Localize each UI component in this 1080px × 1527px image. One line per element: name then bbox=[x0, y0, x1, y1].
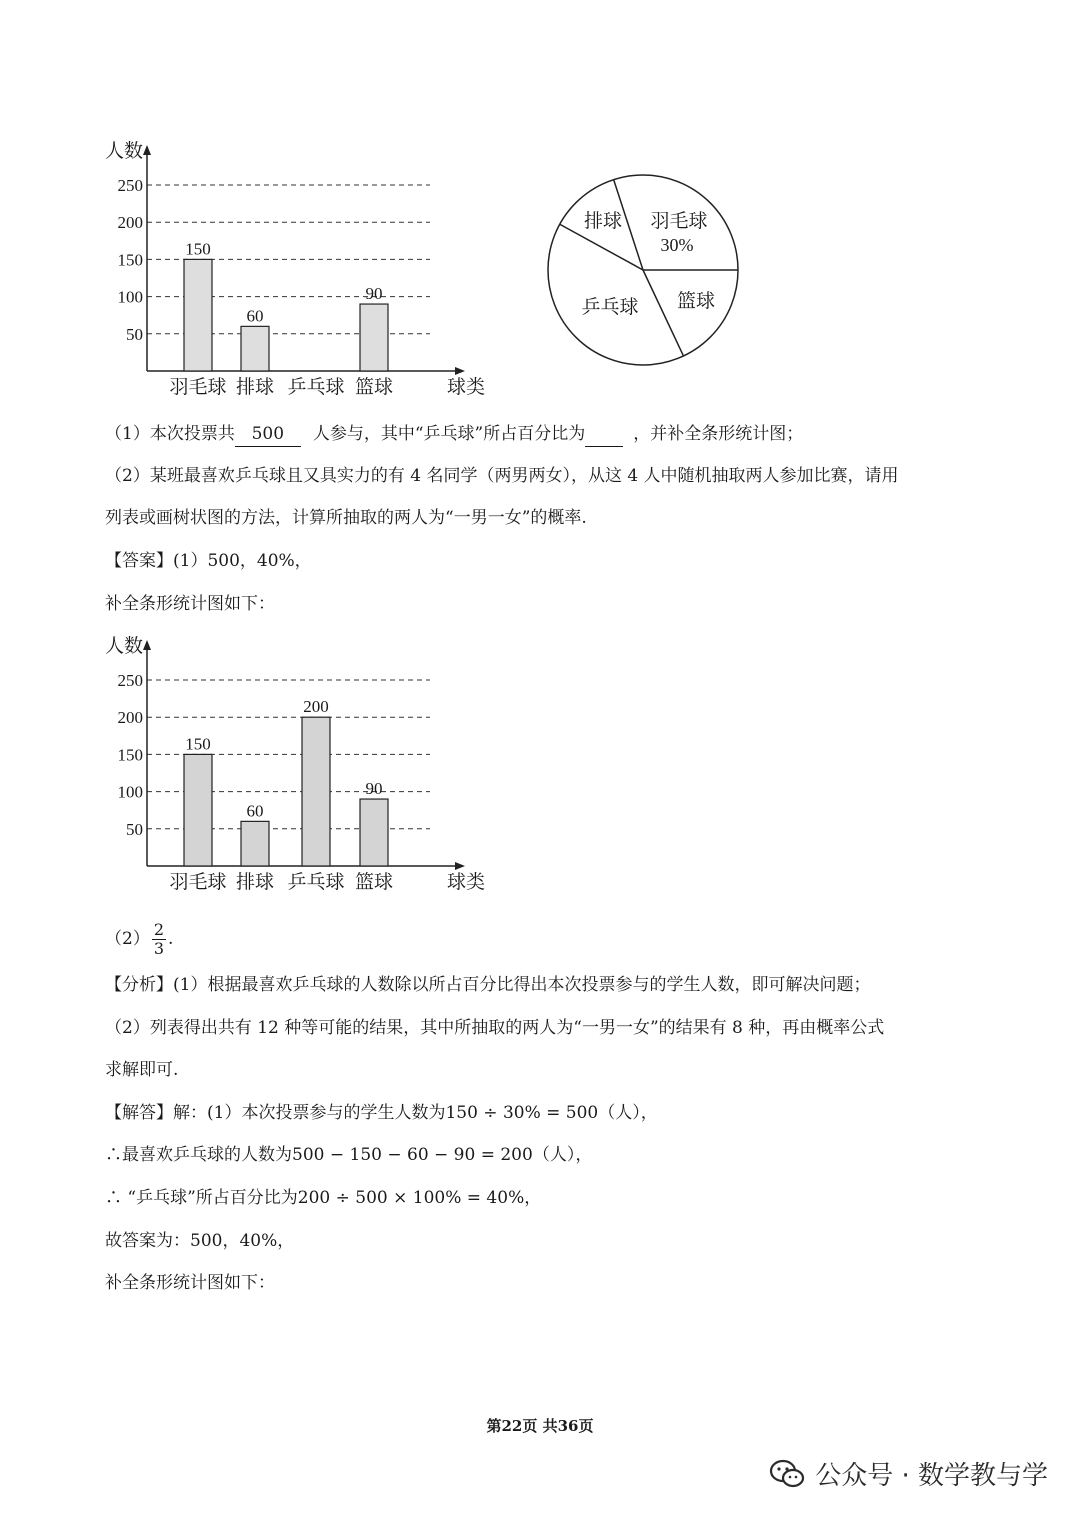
bar bbox=[241, 326, 269, 371]
question-1 bbox=[105, 422, 803, 447]
solution-4: 故答案为：500，40%， bbox=[105, 1231, 295, 1251]
bar-value-label: 60 bbox=[246, 306, 264, 326]
answer-2-prefix: （2） bbox=[105, 929, 150, 949]
question-2-line-2: 列表或画树状图的方法，计算所抽取的两人为“一男一女”的概率. bbox=[105, 508, 587, 528]
bar bbox=[184, 754, 212, 866]
y-tick-label: 250 bbox=[117, 671, 143, 690]
x-tick-label: 篮球 bbox=[354, 872, 394, 893]
bar bbox=[360, 799, 388, 866]
pie-chart bbox=[540, 170, 750, 380]
q1-text-a: （1）本次投票共 bbox=[105, 424, 235, 444]
x-axis-arrow bbox=[455, 862, 465, 870]
page-number: 第22页 共36页 bbox=[486, 1417, 594, 1435]
watermark-text: 公众号 · 数学教与学 bbox=[815, 1461, 1048, 1491]
bar bbox=[184, 259, 212, 371]
q1-blank-total: 500 bbox=[235, 422, 301, 447]
answer-bar-chart-svg bbox=[95, 630, 495, 900]
top-bar-chart-svg bbox=[95, 135, 495, 405]
answer-2 bbox=[105, 917, 173, 961]
y-tick-label: 50 bbox=[126, 324, 143, 344]
y-tick-label: 150 bbox=[117, 745, 143, 765]
x-axis-arrow bbox=[455, 367, 465, 375]
y-tick-label: 50 bbox=[126, 819, 143, 839]
x-tick-label: 篮球 bbox=[354, 377, 394, 398]
y-tick-label: 150 bbox=[117, 250, 143, 270]
y-tick-label: 200 bbox=[117, 213, 143, 233]
fraction-numerator: 2 bbox=[153, 920, 165, 939]
solution-2: ∴最喜欢乒乓球的人数为500 − 150 − 60 − 90 = 200（人）， bbox=[105, 1145, 593, 1165]
x-tick-label: 羽毛球 bbox=[169, 872, 227, 893]
x-tick-label: 乒乓球 bbox=[287, 377, 345, 398]
x-tick-label: 羽毛球 bbox=[169, 377, 227, 398]
pie-percent-badminton: 30% bbox=[660, 235, 694, 255]
answer-2-suffix: . bbox=[168, 929, 174, 949]
x-axis-label: 球类 bbox=[447, 872, 486, 893]
x-tick-label: 排球 bbox=[235, 872, 275, 893]
answer-chart-intro: 补全条形统计图如下： bbox=[105, 594, 275, 614]
question-2-line-1: （2）某班最喜欢乒乓球且又具实力的有 4 名同学（两男两女），从这 4 人中随机抽取两人参加比赛，请用 bbox=[105, 466, 899, 486]
top-bar-chart bbox=[95, 135, 495, 405]
q1-text-b: 人参与，其中“乒乓球”所占百分比为 bbox=[312, 424, 586, 444]
bar bbox=[360, 304, 388, 371]
bar bbox=[302, 717, 330, 866]
pie-slice-boundary bbox=[643, 270, 683, 356]
bar-value-label: 150 bbox=[185, 239, 211, 259]
watermark bbox=[769, 1455, 1048, 1492]
solution-1: 【解答】解：(1）本次投票参与的学生人数为150 ÷ 30% = 500（人）， bbox=[105, 1103, 658, 1123]
answer-bar-chart bbox=[95, 630, 495, 900]
pie-label-badminton: 羽毛球 bbox=[650, 211, 708, 232]
analysis-2-line-1: （2）列表得出共有 12 种等可能的结果，其中所抽取的两人为“一男一女”的结果有 8 种，再由概率公式 bbox=[105, 1018, 885, 1038]
bar bbox=[241, 821, 269, 866]
bar-value-label: 150 bbox=[185, 734, 211, 754]
bar-value-label: 60 bbox=[246, 801, 264, 821]
y-tick-label: 250 bbox=[117, 176, 143, 195]
x-tick-label: 排球 bbox=[235, 377, 275, 398]
pie-chart-svg bbox=[540, 170, 750, 380]
analysis-2-line-2: 求解即可. bbox=[105, 1060, 179, 1080]
q1-text-c: ，并补全条形统计图； bbox=[633, 424, 804, 444]
answer-1: 【答案】(1）500，40%， bbox=[105, 551, 312, 571]
y-axis-arrow bbox=[143, 640, 151, 650]
analysis-1: 【分析】(1）根据最喜欢乒乓球的人数除以所占百分比得出本次投票参与的学生人数，即可解决问题； bbox=[105, 975, 871, 995]
wechat-icon bbox=[769, 1458, 805, 1490]
x-axis-label: 球类 bbox=[447, 377, 486, 398]
q1-blank-percent bbox=[585, 422, 623, 447]
bar-value-label: 90 bbox=[365, 284, 383, 304]
y-tick-label: 100 bbox=[117, 782, 143, 802]
bar-value-label: 90 bbox=[365, 779, 383, 799]
solution-5: 补全条形统计图如下： bbox=[105, 1273, 275, 1293]
y-axis-arrow bbox=[143, 145, 151, 155]
y-tick-label: 200 bbox=[117, 708, 143, 728]
y-axis-label: 人数 bbox=[105, 141, 144, 162]
pie-label-pingpong: 乒乓球 bbox=[581, 297, 639, 318]
x-tick-label: 乒乓球 bbox=[287, 872, 345, 893]
y-axis-label: 人数 bbox=[105, 636, 144, 657]
pie-label-volleyball: 排球 bbox=[583, 211, 623, 232]
solution-3: ∴ “乒乓球”所占百分比为200 ÷ 500 × 100% = 40%， bbox=[105, 1188, 542, 1208]
pie-label-basketball: 篮球 bbox=[676, 291, 716, 312]
fraction-denominator: 3 bbox=[153, 939, 165, 958]
answer-2-fraction bbox=[152, 921, 166, 958]
y-tick-label: 100 bbox=[117, 287, 143, 307]
bar-value-label: 200 bbox=[303, 697, 329, 717]
